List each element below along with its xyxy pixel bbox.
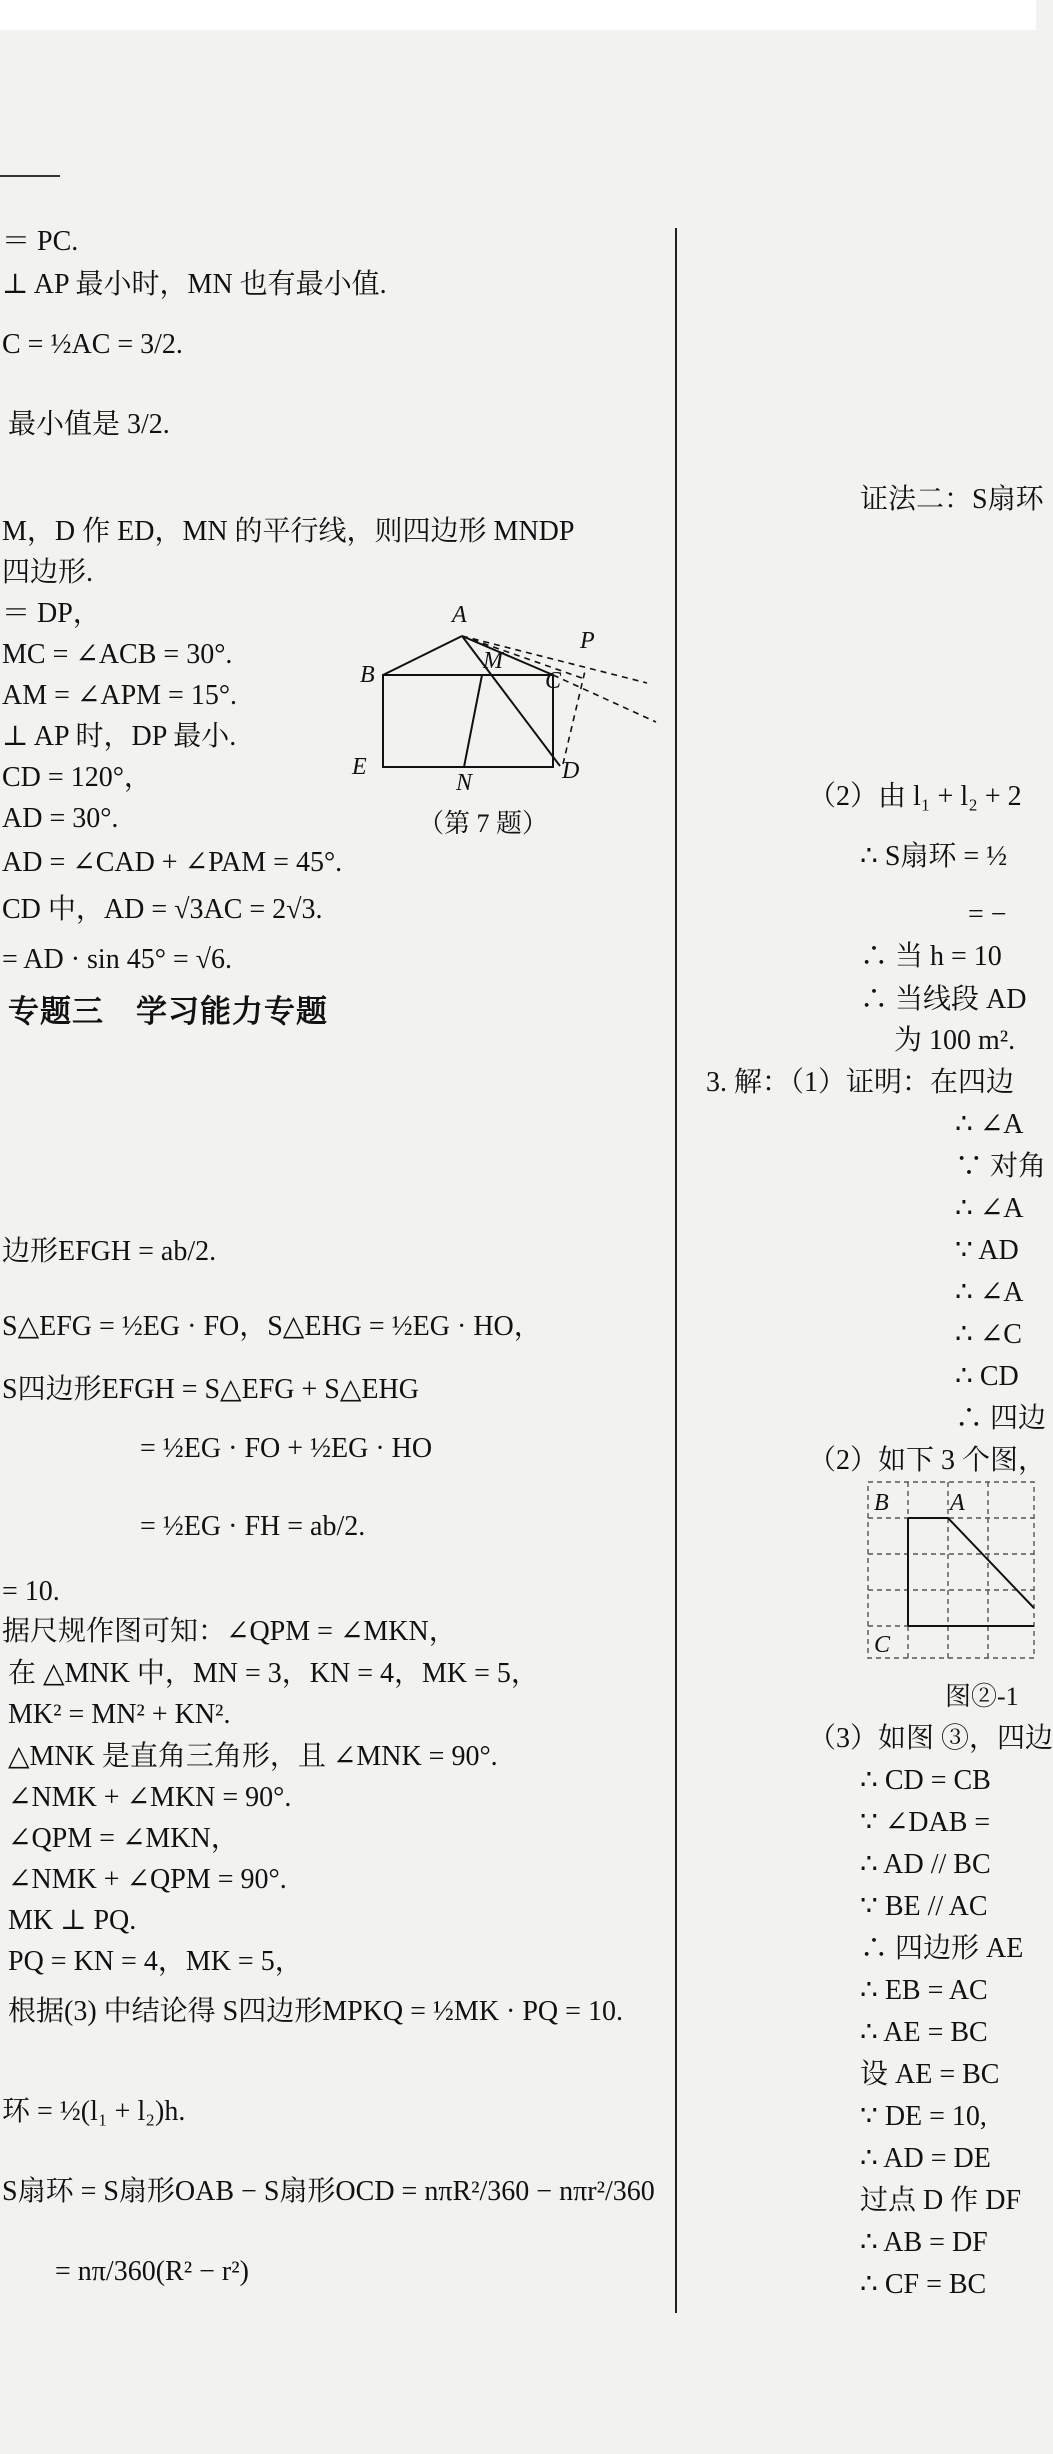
section-heading: 专题三 学习能力专题 xyxy=(8,994,328,1030)
text-line: 过点 D 作 DF xyxy=(860,2185,1022,2216)
column-divider xyxy=(675,228,677,2313)
text-line: ∴ 四边 xyxy=(955,1403,1047,1434)
text-line: ∵ 对角 xyxy=(955,1151,1047,1182)
text-line: ∴ 四边形 AE xyxy=(860,1933,1024,1964)
text-line: 设 AE = BC xyxy=(860,2059,1000,2090)
text-line: ∵ AD xyxy=(955,1235,1019,1266)
text-line: 证法二：S扇环 xyxy=(860,484,1044,515)
text-line: ∴ AD // BC xyxy=(860,1849,991,1880)
text-line: ∴ AD = DE xyxy=(860,2143,991,2174)
label-a: A xyxy=(950,1490,965,1516)
text-line: ∠NMK + ∠MKN = 90°. xyxy=(8,1782,292,1813)
text-line: = nπ/360(R² − r²) xyxy=(55,2256,249,2287)
text-line: 在 △MNK 中，MN = 3，KN = 4，MK = 5， xyxy=(8,1658,539,1689)
text-line: 根据(3) 中结论得 S四边形MPKQ = ½MK · PQ = 10. xyxy=(8,1996,623,2027)
shape-edge-a xyxy=(908,1518,1034,1608)
text-line: S扇环 = S扇形OAB − S扇形OCD = nπR²/360 − nπr²/360 xyxy=(2,2176,655,2207)
text-line: MC = ∠ACB = 30°. xyxy=(2,639,233,670)
text-line: ＝ PC. xyxy=(2,226,79,257)
text-line: = − xyxy=(968,899,1007,930)
text-line: 边形EFGH = ab/2. xyxy=(2,1236,217,1267)
text-line: ∴ CD = CB xyxy=(860,1765,991,1796)
text-line: S△EFG = ½EG · FO，S△EHG = ½EG · HO， xyxy=(2,1311,542,1342)
text-line: ∠QPM = ∠MKN， xyxy=(8,1823,239,1854)
text-line: AM = ∠APM = 15°. xyxy=(2,680,238,711)
label-n: N xyxy=(456,770,473,796)
text-line: AD = 30°. xyxy=(2,803,119,834)
text-line: CD 中，AD = √3AC = 2√3. xyxy=(2,894,323,925)
label-a: A xyxy=(452,602,467,628)
text-line: 据尺规作图可知：∠QPM = ∠MKN， xyxy=(2,1616,457,1647)
text-line: ∴ CF = BC xyxy=(860,2269,987,2300)
header-rule xyxy=(0,175,60,177)
rectangle-bcde xyxy=(383,675,553,767)
text-line: （2）如下 3 个图， xyxy=(808,1445,1047,1476)
text-line: ∴ ∠C xyxy=(955,1319,1022,1350)
text-line: ＝ DP， xyxy=(2,598,101,629)
label-b: B xyxy=(874,1490,889,1516)
text-line: ∵ DE = 10, xyxy=(860,2101,987,2132)
label-c: C xyxy=(545,668,562,694)
text-line: ⊥ AP 最小时，MN 也有最小值. xyxy=(2,269,387,300)
text-line: = 10. xyxy=(2,1576,60,1607)
text-line: MK² = MN² + KN². xyxy=(8,1699,231,1730)
figure-7-caption: （第 7 题） xyxy=(418,809,549,838)
text-line: ∵ BE // AC xyxy=(860,1891,988,1922)
top-margin xyxy=(0,0,1036,30)
text-line: M，D 作 ED，MN 的平行线，则四边形 MNDP xyxy=(2,516,575,547)
text-line: 环 = ½(l₁ + l₂)h. xyxy=(2,2096,186,2127)
text-line: （3）如图 ③，四边 xyxy=(808,1723,1053,1754)
segment-mn xyxy=(464,675,482,767)
text-line: ∴ 当线段 AD xyxy=(860,984,1027,1015)
grid-figure-2-1 xyxy=(866,1480,1036,1660)
text-line: ∴ AE = BC xyxy=(860,2017,988,2048)
text-line: = ½EG · FH = ab/2. xyxy=(140,1511,366,1542)
text-line: C = ½AC = 3/2. xyxy=(2,329,183,360)
text-line: 最小值是 3/2. xyxy=(8,409,170,440)
text-line: ∴ CD xyxy=(955,1361,1019,1392)
text-line: 四边形. xyxy=(2,557,94,588)
text-line: CD = 120°， xyxy=(2,762,152,793)
label-p: P xyxy=(580,628,595,654)
text-line: ⊥ AP 时，DP 最小. xyxy=(2,721,237,752)
text-line: S四边形EFGH = S△EFG + S△EHG xyxy=(2,1374,419,1405)
text-line: = ½EG · FO + ½EG · HO xyxy=(140,1433,433,1464)
text-line: 3. 解：（1）证明：在四边 xyxy=(706,1067,1015,1098)
text-line: ∴ AB = DF xyxy=(860,2227,988,2258)
text-line: MK ⊥ PQ. xyxy=(8,1905,137,1936)
label-c: C xyxy=(874,1632,891,1658)
label-d: D xyxy=(562,758,580,784)
label-m: M xyxy=(483,648,503,674)
text-line: ∴ S扇环 = ½ xyxy=(860,841,1008,872)
label-b: B xyxy=(360,662,375,688)
text-line: ∴ ∠A xyxy=(955,1193,1024,1224)
dashed-c-ext xyxy=(553,675,656,722)
text-line: PQ = KN = 4，MK = 5， xyxy=(8,1946,303,1977)
grid-figure-caption: 图②-1 xyxy=(945,1682,1019,1711)
text-line: AD = ∠CAD + ∠PAM = 45°. xyxy=(2,847,343,878)
text-line: 为 100 m². xyxy=(894,1025,1016,1056)
figure-7-diagram xyxy=(340,598,680,796)
text-line: ∠NMK + ∠QPM = 90°. xyxy=(8,1864,287,1895)
segment-ab xyxy=(383,636,462,675)
label-e: E xyxy=(352,754,367,780)
text-line: ∴ 当 h = 10 xyxy=(860,941,1002,972)
dashed-a-c-ext xyxy=(462,636,582,678)
text-line: △MNK 是直角三角形，且 ∠MNK = 90°. xyxy=(8,1741,498,1772)
text-line: ∴ ∠A xyxy=(955,1277,1024,1308)
text-line: ∵ ∠DAB = xyxy=(860,1807,991,1838)
text-line: ∴ ∠A xyxy=(955,1109,1024,1140)
text-line: ∴ EB = AC xyxy=(860,1975,988,2006)
text-line: （2）由 l₁ + l₂ + 2 xyxy=(808,781,1022,812)
text-line: = AD · sin 45° = √6. xyxy=(2,944,233,975)
